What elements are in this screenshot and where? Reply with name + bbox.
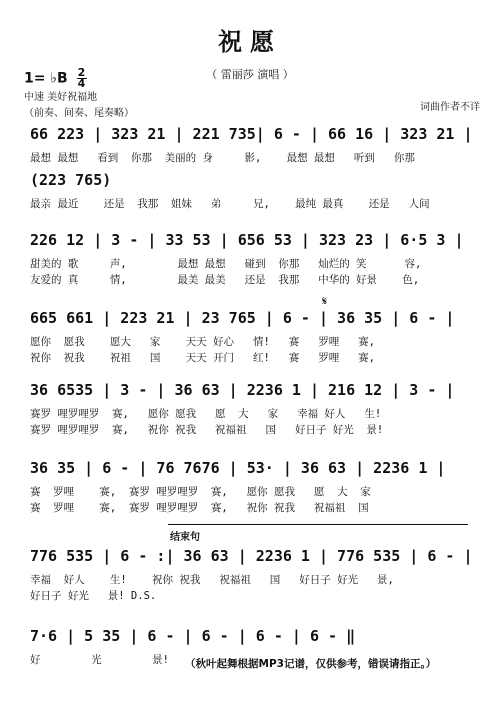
key-signature — [24, 68, 87, 89]
lyric-verse-2: 友爱的 真 情, 最美 最美 还是 我那 中华的 好景 色, — [30, 274, 420, 286]
notation-line: 36 6535 | 3 - | 36 63 | 2236 1 | 216 12 | 3 - | — [30, 381, 455, 399]
lyric-verse-2: 最亲 最近 还是 我那 姐妹 弟 兄, 最纯 最真 还是 人间 — [30, 198, 430, 210]
intro-note: （前奏、间奏、尾奏略） — [24, 108, 134, 119]
transcription-note: （秋叶起舞根据MP3记谱，仅供参考，错误请指正。） — [185, 658, 437, 670]
notation-line: 776 535 | 6 - :| 36 63 | 2236 1 | 776 535 | 6 - | — [30, 547, 473, 565]
lyric-verse-1: 好 光 景! — [30, 654, 169, 666]
lyric-verse-2: 赛 罗哩 赛, 赛罗 哩罗哩罗 赛, 祝你 祝我 祝福祖 国 — [30, 502, 369, 514]
composer-credit: 词曲作者不详 — [420, 102, 480, 113]
ending-phrase-label: 结束句 — [170, 532, 200, 543]
time-signature — [77, 68, 87, 89]
key-label: 1= ♭B — [24, 70, 68, 87]
performer-credit: （ 雷丽莎 演唱 ） — [206, 68, 294, 81]
meter-top: 2 — [77, 66, 86, 79]
notation-line: 66 223 | 323 21 | 221 735| 6 - | 66 16 | 323 21 | — [30, 125, 473, 143]
lyric-verse-1: 愿你 愿我 愿大 家 天天 好心 情! 赛 罗哩 赛, — [30, 336, 376, 348]
lyric-verse-1: 幸福 好人 生! 祝你 祝我 祝福祖 国 好日子 好光 景, — [30, 574, 394, 586]
lyric-verse-1: 赛罗 哩罗哩罗 赛, 愿你 愿我 愿 大 家 幸福 好人 生! — [30, 408, 382, 420]
notation-line: 36 35 | 6 - | 76 7676 | 53· | 36 63 | 2236 1 | — [30, 459, 446, 477]
lyric-verse-1: 最想 最想 看到 你那 美丽的 身 影, 最想 最想 听到 你那 — [30, 152, 415, 164]
tempo-marking: 中速 美好祝福地 — [24, 92, 98, 103]
ending-phrase-bracket — [168, 524, 468, 525]
lyric-verse-2: 赛罗 哩罗哩罗 赛, 祝你 祝我 祝福祖 国 好日子 好光 景! — [30, 424, 384, 436]
meter-bottom: 4 — [77, 77, 86, 90]
segno-sign: 𝄋 — [322, 294, 328, 308]
notation-line: 7·6 | 5 35 | 6 - | 6 - | 6 - | 6 - ‖ — [30, 627, 356, 645]
page-title: 祝愿 — [218, 27, 282, 56]
notation-line: 226 12 | 3 - | 33 53 | 656 53 | 323 23 | 6·5 3 | — [30, 231, 464, 249]
notation-line: 665 661 | 223 21 | 23 765 | 6 - | 36 35 | 6 - | — [30, 309, 455, 327]
lyric-verse-2: 好日子 好光 景! D.S. — [30, 590, 157, 602]
lyric-verse-1: 赛 罗哩 赛, 赛罗 哩罗哩罗 赛, 愿你 愿我 愿 大 家 — [30, 486, 371, 498]
notation-line: (223 765) — [30, 171, 112, 189]
lyric-verse-2: 祝你 祝我 祝祖 国 天天 开门 红! 赛 罗哩 赛, — [30, 352, 376, 364]
lyric-verse-1: 甜美的 歌 声, 最想 最想 碰到 你那 灿烂的 笑 容, — [30, 258, 422, 270]
